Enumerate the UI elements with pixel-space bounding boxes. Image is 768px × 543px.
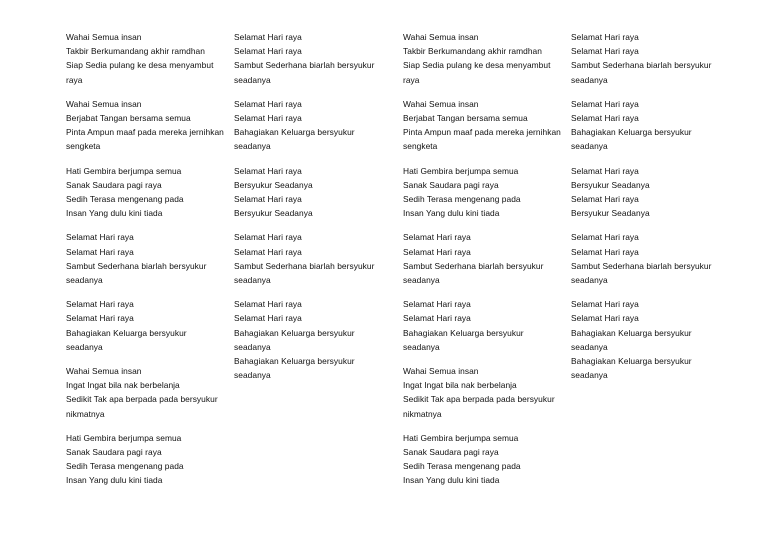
- stanza: [234, 297, 392, 382]
- lyric-line: Selamat Hari raya: [234, 194, 302, 205]
- lyric-line: Sanak Saudara pagi raya: [66, 447, 162, 458]
- lyric-line: Siap Sedia pulang ke desa menyambut raya: [66, 60, 214, 85]
- lyric-line: Selamat Hari raya: [403, 246, 471, 257]
- lyric-line: Selamat Hari raya: [403, 313, 471, 324]
- lyric-line: Ingat Ingat bila nak berbelanja: [403, 380, 517, 391]
- lyric-line: Selamat Hari raya: [66, 246, 134, 257]
- lyric-line: Selamat Hari raya: [403, 232, 471, 243]
- stanza: [66, 297, 224, 354]
- stanza: [234, 97, 392, 154]
- lyric-line: Bahagiakan Keluarga bersyukur seadanya: [234, 127, 355, 152]
- stanza: [234, 30, 392, 87]
- lyric-line: Sedih Terasa mengenang pada: [403, 461, 521, 472]
- lyric-line: Selamat Hari raya: [403, 299, 471, 310]
- stanza: [66, 97, 224, 154]
- lyric-line: Selamat Hari raya: [234, 113, 302, 124]
- stanza: [234, 230, 392, 287]
- stanza: [403, 30, 561, 87]
- lyric-line: Insan Yang dulu kini tiada: [403, 208, 500, 219]
- lyric-line: Sedih Terasa mengenang pada: [66, 461, 184, 472]
- lyric-line: Insan Yang dulu kini tiada: [66, 208, 163, 219]
- lyrics-column-4: [571, 30, 729, 392]
- stanza: [403, 364, 561, 421]
- lyric-line: Selamat Hari raya: [66, 313, 134, 324]
- stanza: [403, 297, 561, 354]
- lyric-line: Selamat Hari raya: [571, 46, 639, 57]
- stanza: [571, 297, 729, 382]
- lyric-line: Insan Yang dulu kini tiada: [403, 475, 500, 486]
- lyric-line: Bahagiakan Keluarga bersyukur seadanya: [403, 327, 524, 352]
- lyric-line: Sambut Sederhana biarlah bersyukur seadanya: [571, 260, 712, 286]
- stanza: [403, 164, 561, 221]
- lyric-line: Wahai Semua insan: [66, 32, 142, 42]
- stanza: [403, 230, 561, 287]
- stanza: [403, 97, 561, 154]
- lyric-line: Pinta Ampun maaf pada mereka jernihkan sengketa: [403, 127, 561, 152]
- lyric-line: Ingat Ingat bila nak berbelanja: [66, 380, 180, 391]
- stanza: [571, 230, 729, 287]
- lyric-line: Selamat Hari raya: [571, 232, 639, 243]
- lyric-line: Sambut Sederhana biarlah bersyukur seadanya: [403, 260, 544, 286]
- lyric-line: Wahai Semua insan: [66, 98, 142, 109]
- lyric-line: Sanak Saudara pagi raya: [403, 447, 499, 458]
- lyric-line: Selamat Hari raya: [234, 98, 302, 109]
- lyric-line: Bahagiakan Keluarga bersyukur seadanya: [234, 356, 355, 381]
- lyric-line: Wahai Semua insan: [403, 366, 479, 377]
- lyric-line: Selamat Hari raya: [571, 246, 639, 257]
- lyric-line: Sambut Sederhana biarlah bersyukur seadanya: [571, 60, 712, 85]
- lyric-line: Berjabat Tangan bersama semua: [66, 113, 191, 124]
- lyric-line: Selamat Hari raya: [571, 194, 639, 205]
- lyric-line: Selamat Hari raya: [571, 299, 639, 310]
- lyric-line: Selamat Hari raya: [234, 313, 302, 324]
- lyric-line: Hati Gembira berjumpa semua: [66, 165, 182, 176]
- lyric-line: Siap Sedia pulang ke desa menyambut raya: [403, 60, 551, 85]
- lyric-line: Takbir Berkumandang akhir ramdhan: [403, 46, 542, 57]
- lyric-line: Hati Gembira berjumpa semua: [403, 165, 519, 176]
- stanza: [66, 30, 224, 87]
- stanza: [571, 30, 729, 87]
- stanza: [234, 164, 392, 221]
- lyric-line: Sambut Sederhana biarlah bersyukur seadanya: [234, 60, 375, 85]
- lyric-line: Hati Gembira berjumpa semua: [66, 432, 182, 443]
- lyric-line: Bersyukur Seadanya: [571, 179, 650, 190]
- lyric-line: Selamat Hari raya: [234, 299, 302, 310]
- lyric-line: Insan Yang dulu kini tiada: [66, 475, 163, 486]
- lyric-line: Selamat Hari raya: [571, 165, 639, 176]
- lyric-line: Pinta Ampun maaf pada mereka jernihkan sengketa: [66, 127, 224, 152]
- lyric-line: Sanak Saudara pagi raya: [66, 179, 162, 190]
- lyric-line: Takbir Berkumandang akhir ramdhan: [66, 46, 205, 57]
- lyric-line: Hati Gembira berjumpa semua: [403, 432, 519, 443]
- stanza: [66, 230, 224, 287]
- lyric-line: Selamat Hari raya: [234, 246, 302, 257]
- lyric-line: Bahagiakan Keluarga bersyukur seadanya: [66, 327, 187, 352]
- lyric-line: Selamat Hari raya: [66, 299, 134, 310]
- lyric-line: Wahai Semua insan: [403, 98, 479, 109]
- lyrics-column-3: [403, 30, 561, 498]
- lyric-line: Selamat Hari raya: [234, 32, 302, 42]
- lyric-line: Selamat Hari raya: [234, 165, 302, 176]
- lyrics-column-1: [66, 30, 224, 498]
- stanza: [403, 431, 561, 488]
- lyric-line: Selamat Hari raya: [571, 113, 639, 124]
- lyric-line: Bersyukur Seadanya: [571, 208, 650, 219]
- lyric-line: Bersyukur Seadanya: [234, 179, 313, 190]
- stanza: [66, 431, 224, 488]
- lyric-line: Bersyukur Seadanya: [234, 208, 313, 219]
- lyric-line: Wahai Semua insan: [403, 32, 479, 42]
- lyric-line: Selamat Hari raya: [571, 313, 639, 324]
- lyric-line: Selamat Hari raya: [234, 46, 302, 57]
- lyric-line: Sedikit Tak apa berpada pada bersyukur nikmatnya: [403, 394, 555, 419]
- stanza: [66, 364, 224, 421]
- lyric-line: Selamat Hari raya: [66, 232, 134, 243]
- lyric-line: Bahagiakan Keluarga bersyukur seadanya: [571, 356, 692, 381]
- stanza: [571, 97, 729, 154]
- lyric-line: Berjabat Tangan bersama semua: [403, 113, 528, 124]
- lyric-line: Bahagiakan Keluarga bersyukur seadanya: [234, 327, 355, 352]
- lyric-line: Sedih Terasa mengenang pada: [403, 194, 521, 205]
- lyric-line: Selamat Hari raya: [571, 98, 639, 109]
- lyric-line: Selamat Hari raya: [571, 32, 639, 42]
- lyric-line: Sanak Saudara pagi raya: [403, 179, 499, 190]
- stanza: [66, 164, 224, 221]
- lyric-line: Sambut Sederhana biarlah bersyukur seadanya: [234, 260, 375, 286]
- lyric-line: Sedikit Tak apa berpada pada bersyukur nikmatnya: [66, 394, 218, 419]
- lyric-line: Bahagiakan Keluarga bersyukur seadanya: [571, 127, 692, 152]
- lyric-line: Selamat Hari raya: [234, 232, 302, 243]
- lyric-line: Sambut Sederhana biarlah bersyukur seadanya: [66, 260, 207, 286]
- lyric-line: Sedih Terasa mengenang pada: [66, 194, 184, 205]
- lyric-line: Wahai Semua insan: [66, 366, 142, 377]
- lyrics-column-2: [234, 30, 392, 392]
- lyric-line: Bahagiakan Keluarga bersyukur seadanya: [571, 327, 692, 352]
- stanza: [571, 164, 729, 221]
